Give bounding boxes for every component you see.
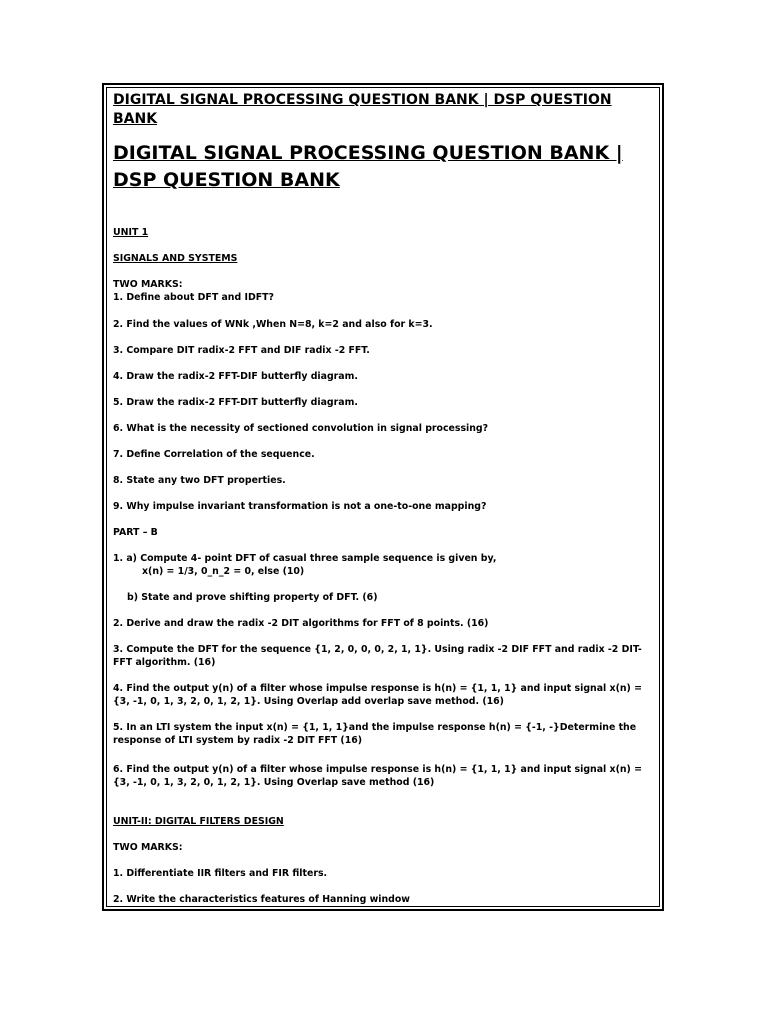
unit2-two-marks-label: TWO MARKS:: [113, 842, 183, 853]
part-b-question-6-line-2: {3, -1, 0, 1, 3, 2, 0, 1, 2, 1}. Using Overlap save method (16): [113, 777, 435, 788]
unit2-question-1: 1. Differentiate IIR filters and FIR filters.: [113, 868, 328, 879]
unit1-question-8: 8. State any two DFT properties.: [113, 475, 286, 486]
unit1-heading: UNIT 1: [113, 227, 149, 238]
unit1-question-9: 9. Why impulse invariant transformation is not a one-to-one mapping?: [113, 501, 487, 512]
unit1-question-6: 6. What is the necessity of sectioned convolution in signal processing?: [113, 423, 489, 434]
unit1-question-1: 1. Define about DFT and IDFT?: [113, 292, 274, 303]
title-large-line-2: DSP QUESTION BANK: [113, 169, 340, 191]
document-title-large: [113, 140, 653, 194]
part-b-question-1a: 1. a) Compute 4- point DFT of casual three sample sequence is given by,: [113, 553, 497, 564]
part-b-question-5-line-1: 5. In an LTI system the input x(n) = {1, 1, 1}and the impulse response h(n) = {-1, -}Determine the: [113, 722, 637, 733]
part-b-question-2: 2. Derive and draw the radix -2 DIT algorithms for FFT of 8 points. (16): [113, 618, 489, 629]
unit1-question-3: 3. Compare DIT radix-2 FFT and DIF radix -2 FFT.: [113, 345, 370, 356]
unit1-question-2: 2. Find the values of WNk ,When N=8, k=2 and also for k=3.: [113, 319, 433, 330]
part-b-label: PART – B: [113, 527, 158, 538]
part-b-question-1a-equation: x(n) = 1/3, 0_n_2 = 0, else (10): [142, 566, 305, 577]
unit2-question-2: 2. Write the characteristics features of Hanning window: [113, 894, 410, 905]
unit1-question-7: 7. Define Correlation of the sequence.: [113, 449, 315, 460]
part-b-question-4-line-2: {3, -1, 0, 1, 3, 2, 0, 1, 2, 1}. Using Overlap add overlap save method. (16): [113, 696, 504, 707]
unit1-question-4: 4. Draw the radix-2 FFT-DIF butterfly diagram.: [113, 371, 358, 382]
unit1-two-marks-label: TWO MARKS:: [113, 279, 183, 290]
part-b-question-3-line-2: FFT algorithm. (16): [113, 657, 216, 668]
part-b-question-4-line-1: 4. Find the output y(n) of a filter whose impulse response is h(n) = {1, 1, 1} and input signal x(n) =: [113, 683, 642, 694]
document-title-small: [113, 91, 653, 129]
part-b-question-3-line-1: 3. Compute the DFT for the sequence {1, 2, 0, 0, 0, 2, 1, 1}. Using radix -2 DIF FFT and radix -2 DIT-: [113, 644, 642, 655]
document-content: [113, 91, 653, 905]
title-small-line-2: BANK: [113, 111, 158, 127]
title-large-line-1: DIGITAL SIGNAL PROCESSING QUESTION BANK |: [113, 142, 623, 164]
part-b-question-1b: b) State and prove shifting property of DFT. (6): [127, 592, 378, 603]
part-b-question-5-line-2: response of LTI system by radix -2 DIT FFT (16): [113, 735, 363, 746]
question-list: [113, 194, 653, 905]
title-small-line-1: DIGITAL SIGNAL PROCESSING QUESTION BANK | DSP QUESTION: [113, 92, 612, 108]
unit1-subheading: SIGNALS AND SYSTEMS: [113, 253, 238, 264]
part-b-question-6-line-1: 6. Find the output y(n) of a filter whose impulse response is h(n) = {1, 1, 1} and input signal x(n) =: [113, 764, 642, 775]
unit1-question-5: 5. Draw the radix-2 FFT-DIT butterfly diagram.: [113, 397, 358, 408]
unit2-heading: UNIT-II: DIGITAL FILTERS DESIGN: [113, 816, 284, 827]
